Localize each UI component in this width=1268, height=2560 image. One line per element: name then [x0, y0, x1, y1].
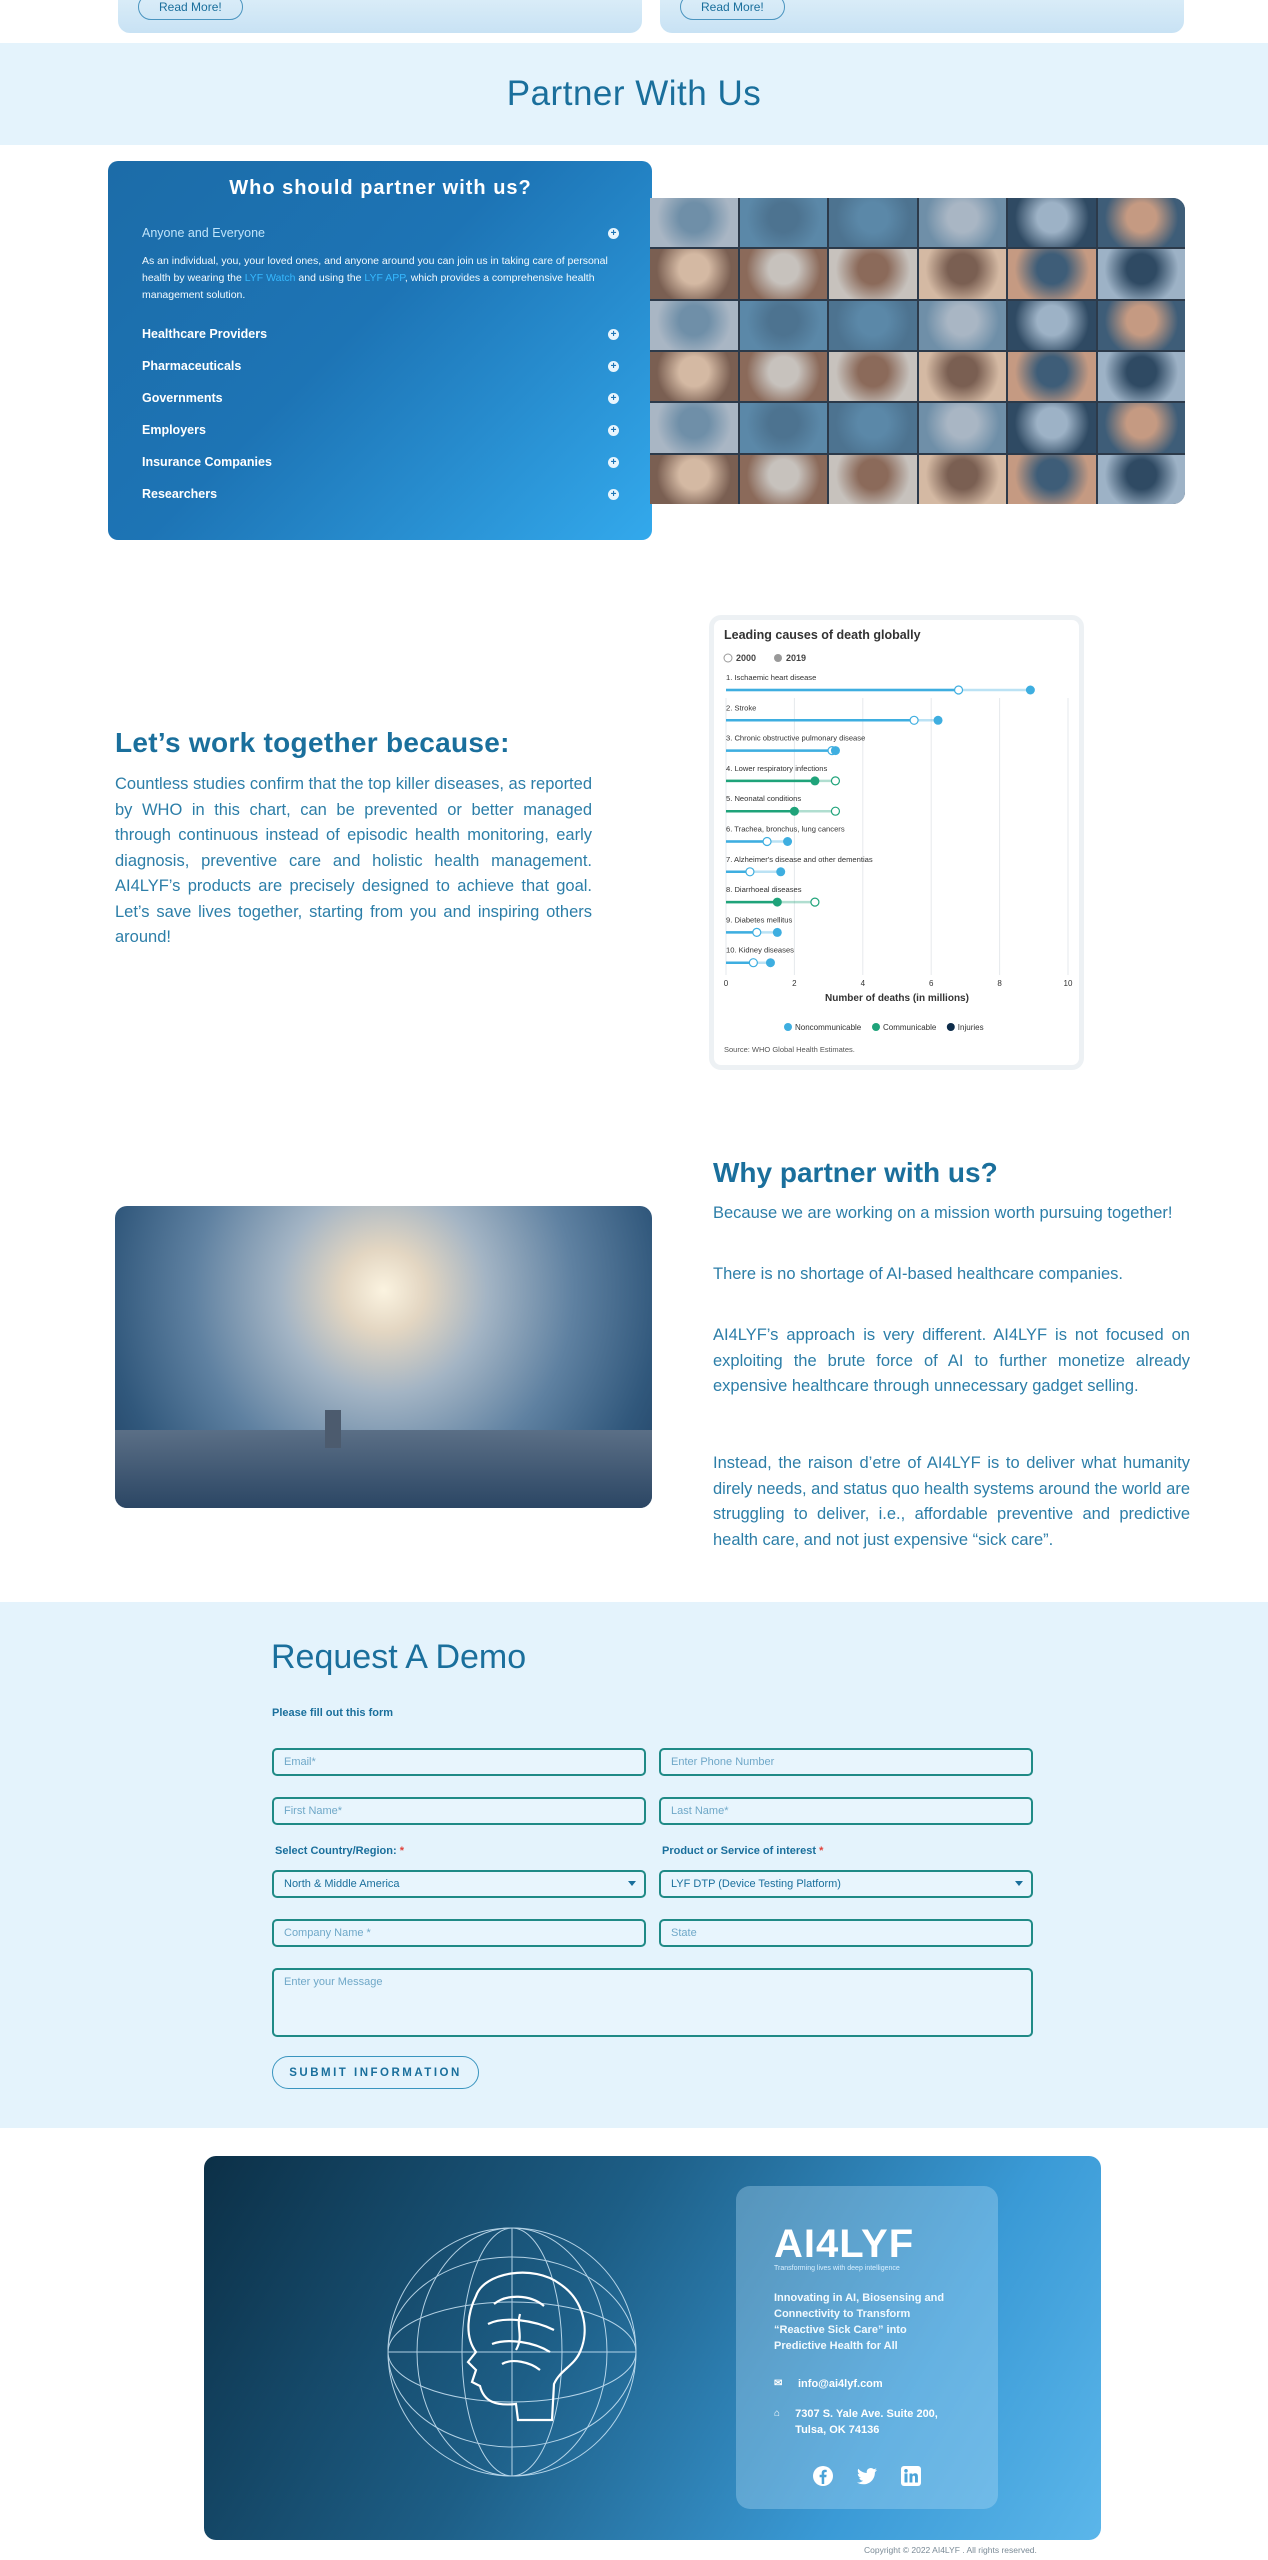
portrait-tile: [919, 455, 1007, 504]
plus-icon[interactable]: +: [608, 329, 619, 340]
category-label: 8. Diarrhoeal diseases: [726, 885, 802, 895]
portrait-tile: [919, 301, 1007, 350]
portrait-tile: [919, 352, 1007, 401]
portrait-tile: [1098, 403, 1186, 452]
group-legend-label: Injuries: [957, 1023, 984, 1032]
point-2019: [790, 807, 799, 816]
point-2000: [910, 716, 918, 724]
footer-tagline: Innovating in AI, Biosensing and Connectivity to Transform “Reactive Sick Care” into Predictive Health for All: [774, 2292, 945, 2352]
chart-source: Source: WHO Global Health Estimates.: [724, 1045, 855, 1054]
portrait-tile: [1008, 352, 1096, 401]
request-demo-section: [0, 1602, 1268, 2128]
point-2000: [955, 686, 963, 694]
point-2000: [831, 777, 839, 785]
group-legend-marker: [784, 1023, 792, 1031]
portrait-tile: [650, 352, 738, 401]
first-name-field[interactable]: First Name*: [272, 1797, 646, 1825]
portrait-tile: [829, 301, 917, 350]
x-tick-label: 4: [860, 979, 866, 988]
work-heading: Let’s work together because:: [115, 727, 510, 758]
lyf-app-link[interactable]: LYF APP: [364, 272, 405, 284]
portrait-tile: [919, 198, 1007, 247]
facebook-icon[interactable]: [811, 2464, 835, 2488]
logo-subtitle: Transforming lives with deep intelligence: [774, 2265, 900, 2272]
point-2000: [746, 868, 754, 876]
why-text-4: Instead, the raison d’etre of AI4LYF is to deliver what humanity direly needs, and status quo health systems around the world are struggling to deliver, i.e., affordable preventive and predictive health care, and not just expensive “sick care”.: [713, 1454, 1190, 1549]
point-2019: [810, 776, 819, 785]
demo-subtitle: Please fill out this form: [272, 1707, 394, 1719]
accordion-item-label: Employers: [142, 423, 206, 437]
plus-icon[interactable]: +: [608, 425, 619, 436]
category-label: 4. Lower respiratory infections: [726, 763, 828, 773]
point-2019: [776, 867, 785, 876]
phone-field[interactable]: Enter Phone Number: [659, 1748, 1033, 1776]
portrait-tile: [1098, 301, 1186, 350]
partner-title: Partner With Us: [506, 74, 762, 113]
group-legend-marker: [947, 1023, 955, 1031]
point-2000: [749, 959, 757, 967]
work-text: Countless studies confirm that the top killer diseases, as reported by WHO in this chart, can be prevented or better managed through continuous instead of episodic health monitoring, early diagnosis, preventive care and holistic health management. AI4LYF’s products are precisely designed to achieve that goal. Let’s save lives together, starting from you and inspiring others around!: [115, 775, 592, 946]
accordion-item-label: Pharmaceuticals: [142, 359, 242, 373]
portrait-tile: [1008, 198, 1096, 247]
legend-2019-marker: [774, 654, 782, 662]
portrait-tile: [650, 249, 738, 298]
chart-xlabel: Number of deaths (in millions): [825, 993, 969, 1004]
portrait-tile: [829, 455, 917, 504]
group-legend-label: Noncommunicable: [795, 1023, 862, 1032]
point-2019: [831, 746, 840, 755]
submit-button[interactable]: SUBMIT INFORMATION: [272, 2056, 479, 2089]
footer-email[interactable]: ✉ info@ai4lyf.com: [774, 2378, 883, 2390]
product-select[interactable]: LYF DTP (Device Testing Platform): [659, 1870, 1033, 1898]
x-tick-label: 2: [792, 979, 797, 988]
portrait-tile: [650, 455, 738, 504]
accordion-item-anyone[interactable]: [142, 217, 619, 249]
demo-title: Request A Demo: [271, 1638, 527, 1676]
portrait-tile: [740, 352, 828, 401]
accordion-item-insurance[interactable]: [142, 446, 619, 478]
category-label: 3. Chronic obstructive pulmonary disease: [726, 733, 866, 743]
accordion-item-label: Healthcare Providers: [142, 327, 268, 341]
category-label: 6. Trachea, bronchus, lung cancers: [726, 824, 845, 834]
point-2019: [766, 958, 775, 967]
plus-icon[interactable]: +: [608, 393, 619, 404]
accordion-item-researchers[interactable]: [142, 478, 619, 510]
partner-band: [0, 43, 1268, 145]
portrait-tile: [740, 403, 828, 452]
x-tick-label: 8: [997, 979, 1002, 988]
message-field[interactable]: Enter your Message: [272, 1968, 1033, 2037]
portrait-tile: [1008, 403, 1096, 452]
read-more-button[interactable]: Read More!: [138, 0, 243, 20]
why-text-1: Because we are working on a mission worth pursuing together!: [713, 1204, 1173, 1222]
point-2000: [753, 928, 761, 936]
portrait-tile: [740, 198, 828, 247]
hazy-city-image: [115, 1206, 652, 1508]
partner-accordion: [108, 161, 652, 540]
portrait-tile: [1098, 198, 1186, 247]
accordion-body: As an individual, you, your loved ones, and anyone around you can join us in taking care of personal health by wearing the LYF Watch and using the LYF APP, which provides a comprehensive health management solution.: [142, 255, 608, 301]
accordion-item-label: Governments: [142, 391, 223, 405]
category-label: 7. Alzheimer's disease and other dementias: [726, 854, 873, 864]
people-mosaic-image: [650, 198, 1185, 504]
plus-icon[interactable]: +: [608, 361, 619, 372]
portrait-tile: [1008, 249, 1096, 298]
chart-title: Leading causes of death globally: [724, 628, 921, 642]
category-label: 2. Stroke: [726, 703, 757, 713]
home-icon: ⌂: [774, 2408, 781, 2419]
point-2019: [934, 716, 943, 725]
category-label: 9. Diabetes mellitus: [726, 915, 793, 925]
portrait-tile: [1098, 455, 1186, 504]
copyright-text: Copyright © 2022 AI4LYF . All rights reserved.: [864, 2545, 1037, 2555]
state-field[interactable]: State: [659, 1919, 1033, 1947]
portrait-tile: [829, 403, 917, 452]
x-tick-label: 0: [723, 979, 729, 988]
accordion-item-label: Insurance Companies: [142, 455, 272, 469]
point-2000: [811, 898, 819, 906]
legend-2000-label: 2000: [736, 653, 757, 663]
portrait-tile: [650, 301, 738, 350]
accordion-item-label: Anyone and Everyone: [142, 226, 266, 240]
portrait-tile: [740, 301, 828, 350]
group-legend-marker: [872, 1023, 880, 1031]
plus-icon[interactable]: +: [608, 457, 619, 468]
portrait-tile: [919, 403, 1007, 452]
portrait-tile: [829, 198, 917, 247]
twitter-icon[interactable]: [855, 2464, 879, 2488]
group-legend-label: Communicable: [883, 1023, 937, 1032]
death-causes-chart: [709, 615, 1084, 1070]
product-label: Product or Service of interest *: [662, 1845, 824, 1857]
plus-icon[interactable]: +: [608, 489, 619, 500]
portrait-tile: [1098, 352, 1186, 401]
portrait-tile: [1008, 301, 1096, 350]
point-2019: [773, 898, 782, 907]
category-label: 5. Neonatal conditions: [726, 794, 802, 804]
point-2019: [783, 837, 792, 846]
accordion-item-employers[interactable]: [142, 414, 619, 446]
portrait-tile: [919, 249, 1007, 298]
company-field[interactable]: Company Name *: [272, 1919, 646, 1947]
point-2019: [773, 928, 782, 937]
email-field[interactable]: Email*: [272, 1748, 646, 1776]
plus-icon[interactable]: +: [608, 228, 619, 239]
last-name-field[interactable]: Last Name*: [659, 1797, 1033, 1825]
portrait-tile: [829, 352, 917, 401]
read-more-button[interactable]: Read More!: [680, 0, 785, 20]
point-2000: [831, 807, 839, 815]
card-right: [660, 0, 1184, 33]
ai4lyf-logo[interactable]: AI4LYF: [774, 2222, 915, 2266]
social-links: [774, 2464, 960, 2488]
linkedin-icon[interactable]: [899, 2464, 923, 2488]
why-text-2: There is no shortage of AI-based healthcare companies.: [713, 1265, 1123, 1283]
lyf-watch-link[interactable]: LYF Watch: [244, 272, 296, 284]
accordion-title: Who should partner with us?: [229, 177, 532, 199]
portrait-tile: [1098, 249, 1186, 298]
chart-svg: [714, 620, 1079, 1065]
portrait-tile: [740, 455, 828, 504]
portrait-tile: [650, 403, 738, 452]
country-label: Select Country/Region: *: [275, 1845, 404, 1857]
envelope-icon: ✉: [774, 2378, 783, 2389]
portrait-tile: [1008, 455, 1096, 504]
point-2019: [1026, 686, 1035, 695]
footer-info-card: [736, 2186, 998, 2509]
point-2000: [763, 838, 771, 846]
legend-2000-marker: [724, 654, 732, 662]
accordion-item-pharma[interactable]: [142, 350, 619, 382]
country-select[interactable]: North & Middle America: [272, 1870, 646, 1898]
portrait-tile: [740, 249, 828, 298]
accordion-item-label: Researchers: [142, 487, 218, 501]
legend-2019-label: 2019: [786, 653, 807, 663]
category-label: 10. Kidney diseases: [726, 945, 794, 955]
portrait-tile: [650, 198, 738, 247]
footer-address: ⌂ 7307 S. Yale Ave. Suite 200, Tulsa, OK 74136: [774, 2408, 938, 2436]
x-tick-label: 6: [928, 979, 934, 988]
accordion-item-governments[interactable]: [142, 382, 619, 414]
brain-globe-image: [384, 2224, 640, 2480]
why-heading: Why partner with us?: [713, 1157, 998, 1188]
x-tick-label: 10: [1063, 979, 1073, 988]
card-left: [118, 0, 642, 33]
category-label: 1. Ischaemic heart disease: [726, 673, 817, 682]
portrait-tile: [829, 249, 917, 298]
accordion-item-healthcare[interactable]: [142, 318, 619, 350]
why-text-3: AI4LYF’s approach is very different. AI4LYF is not focused on exploiting the brute force of AI to further monetize already expensive healthcare through unnecessary gadget selling.: [713, 1326, 1190, 1395]
